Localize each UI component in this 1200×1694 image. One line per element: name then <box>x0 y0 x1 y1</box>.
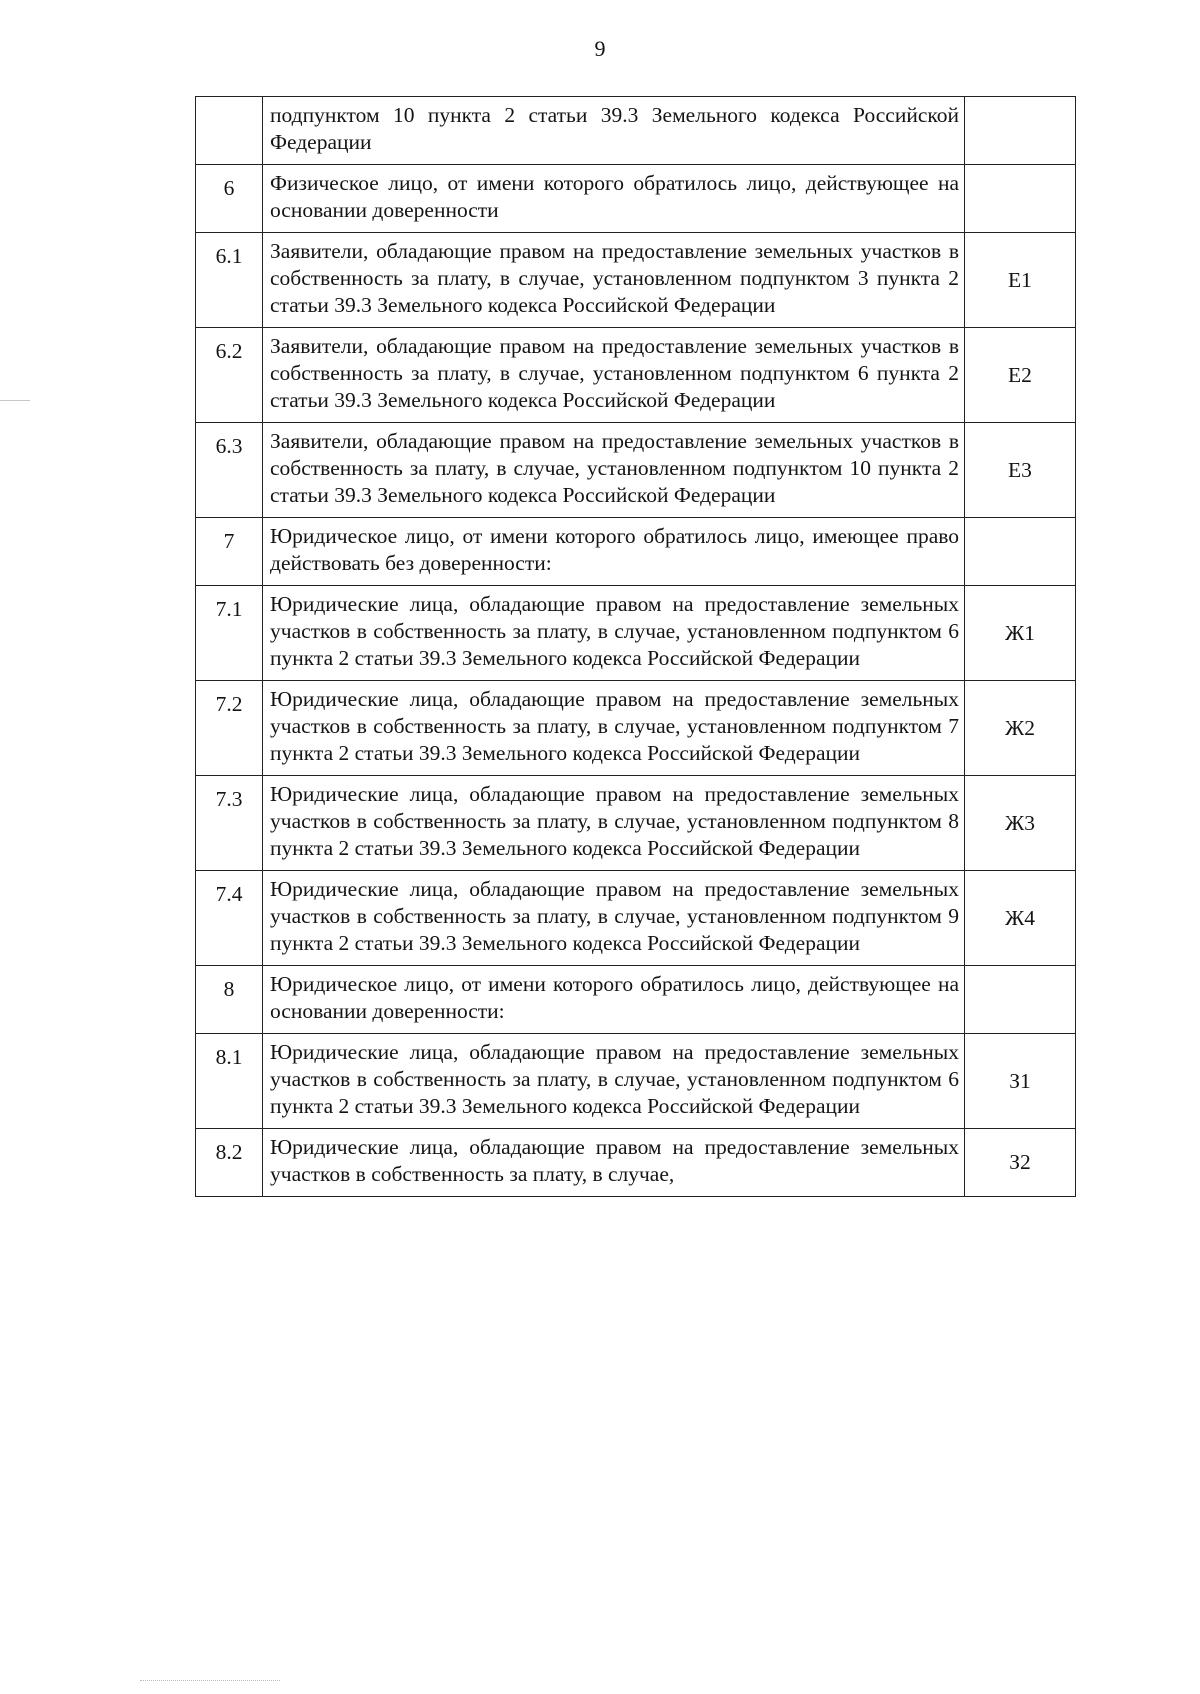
table-row <box>196 586 1076 681</box>
table-row <box>196 776 1076 871</box>
table-row <box>196 233 1076 328</box>
row-code: Е1 <box>965 233 1076 328</box>
row-description: Юридические лица, обладающие правом на предоставление земельных участков в собственность за плату, в случае, установленном подпунктом 9 пункта 2 статьи 39.3 Земельного кодекса Российской Федерации <box>263 871 965 966</box>
row-code: Ж1 <box>965 586 1076 681</box>
row-number: 7.3 <box>196 776 263 871</box>
row-number: 6.2 <box>196 328 263 423</box>
margin-scan-mark <box>0 400 30 401</box>
row-number <box>196 97 263 165</box>
row-code: Е2 <box>965 328 1076 423</box>
row-description: Юридическое лицо, от имени которого обратилось лицо, действующее на основании доверенности: <box>263 966 965 1034</box>
row-description: Юридические лица, обладающие правом на предоставление земельных участков в собственность за плату, в случае, <box>263 1129 965 1197</box>
row-number: 6.1 <box>196 233 263 328</box>
row-description: Юридические лица, обладающие правом на предоставление земельных участков в собственность за плату, в случае, установленном подпунктом 6 пункта 2 статьи 39.3 Земельного кодекса Российской Федерации <box>263 586 965 681</box>
row-description: Заявители, обладающие правом на предоставление земельных участков в собственность за плату, в случае, установленном подпунктом 10 пункта 2 статьи 39.3 Земельного кодекса Российской Федерации <box>263 423 965 518</box>
table-row <box>196 966 1076 1034</box>
scan-artifact <box>140 1680 280 1685</box>
table-row <box>196 518 1076 586</box>
row-number: 8.1 <box>196 1034 263 1129</box>
row-number: 7.1 <box>196 586 263 681</box>
table-row <box>196 423 1076 518</box>
row-number: 8 <box>196 966 263 1034</box>
row-code: Ж2 <box>965 681 1076 776</box>
row-code <box>965 518 1076 586</box>
row-code <box>965 966 1076 1034</box>
row-code: З1 <box>965 1034 1076 1129</box>
table-row <box>196 97 1076 165</box>
row-code: З2 <box>965 1129 1076 1197</box>
row-code: Ж4 <box>965 871 1076 966</box>
table-row <box>196 871 1076 966</box>
table-row <box>196 165 1076 233</box>
row-description: Физическое лицо, от имени которого обратилось лицо, действующее на основании доверенности <box>263 165 965 233</box>
row-number: 7.4 <box>196 871 263 966</box>
table-row <box>196 328 1076 423</box>
table-row <box>196 1034 1076 1129</box>
row-description: Юридическое лицо, от имени которого обратилось лицо, имеющее право действовать без доверенности: <box>263 518 965 586</box>
row-description: Заявители, обладающие правом на предоставление земельных участков в собственность за плату, в случае, установленном подпунктом 3 пункта 2 статьи 39.3 Земельного кодекса Российской Федерации <box>263 233 965 328</box>
row-description: Юридические лица, обладающие правом на предоставление земельных участков в собственность за плату, в случае, установленном подпунктом 7 пункта 2 статьи 39.3 Земельного кодекса Российской Федерации <box>263 681 965 776</box>
page-number: 9 <box>594 36 606 61</box>
row-number: 8.2 <box>196 1129 263 1197</box>
table-row <box>196 681 1076 776</box>
table-row <box>196 1129 1076 1197</box>
row-code: Е3 <box>965 423 1076 518</box>
row-code: Ж3 <box>965 776 1076 871</box>
row-number: 6 <box>196 165 263 233</box>
row-description: Заявители, обладающие правом на предоставление земельных участков в собственность за плату, в случае, установленном подпунктом 6 пункта 2 статьи 39.3 Земельного кодекса Российской Федерации <box>263 328 965 423</box>
row-number: 6.3 <box>196 423 263 518</box>
row-number: 7.2 <box>196 681 263 776</box>
row-number: 7 <box>196 518 263 586</box>
row-description: Юридические лица, обладающие правом на предоставление земельных участков в собственность за плату, в случае, установленном подпунктом 6 пункта 2 статьи 39.3 Земельного кодекса Российской Федерации <box>263 1034 965 1129</box>
row-description: Юридические лица, обладающие правом на предоставление земельных участков в собственность за плату, в случае, установленном подпунктом 8 пункта 2 статьи 39.3 Земельного кодекса Российской Федерации <box>263 776 965 871</box>
row-description: подпунктом 10 пункта 2 статьи 39.3 Земельного кодекса Российской Федерации <box>263 97 965 165</box>
row-code <box>965 97 1076 165</box>
applicant-categories-table <box>195 96 1076 1197</box>
row-code <box>965 165 1076 233</box>
